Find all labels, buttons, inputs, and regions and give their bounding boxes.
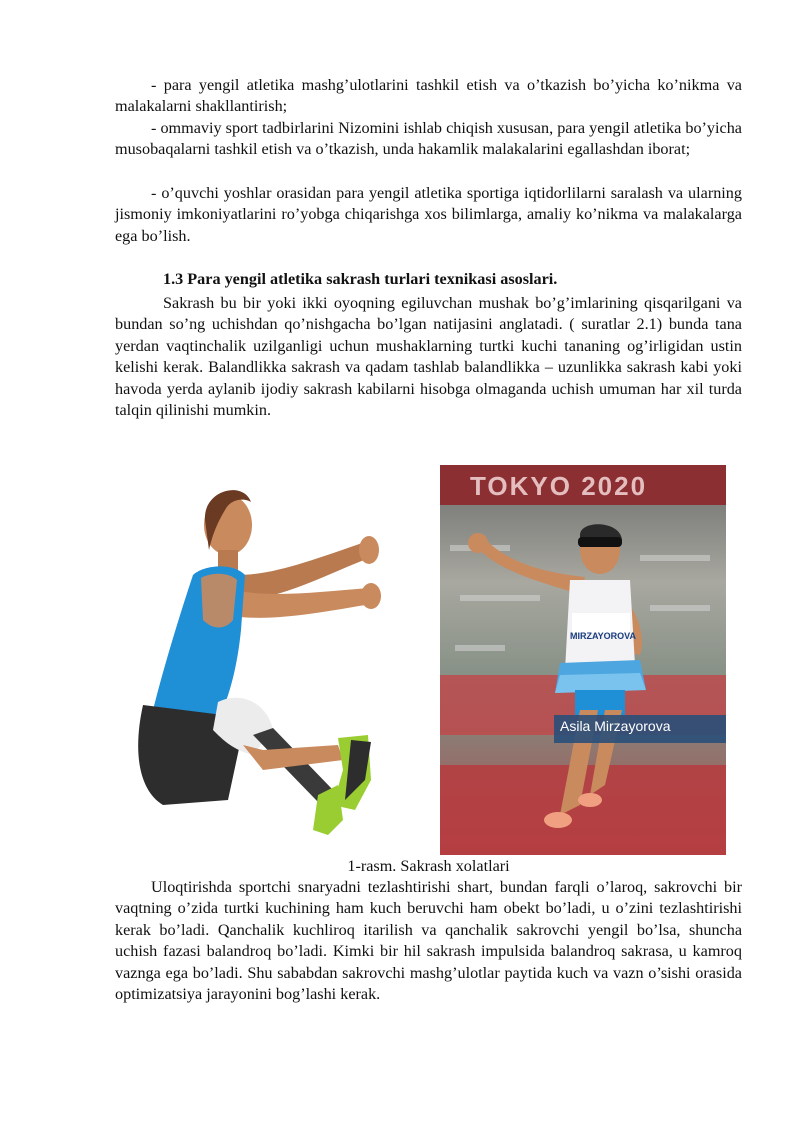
athlete-photo [440, 465, 726, 855]
paragraph-goal-3 [115, 183, 742, 247]
paragraph-goal-1-text: - para yengil atletika mashg’ulotlarini tashkil etish va o’tkazish bo’yicha ko’nikma va malakalarni shakllantirish; [115, 76, 742, 116]
section-heading: 1.3 Para yengil atletika sakrash turlari texnikasi asoslari. [163, 270, 558, 288]
paragraph-jump-definition-text: Sakrash bu bir yoki ikki oyoqning egiluvchan mushak bo’g’imlarining qisqarilgani va bundan so’ng uchishdan qo’nishgacha bo’lgan natijasini anglatadi. ( suratlar 2.1) bunda tana yerdan vaqtinchalik uzilganligi uchun mushaklarning turtki kuchi tananing og’irligidan ustin kelishi kerak. Balandlikka sakrash va qadam tashlab balandlikka – uzunlikka sakrash kabi yoki havoda yerda aylanib ijodiy sakrash kabilarni hisobga olmaganda uchish umuman har xil turda talqin qilinishi mumkin. [115, 294, 742, 420]
figure-caption: 1-rasm. Sakrash xolatlari [347, 857, 510, 875]
paragraph-throwing-text: Uloqtirishda sportchi snaryadni tezlashtirishi shart, bundan farqli o’laroq, sakrovchi bir vaqtning o’zida turtki kuchining ham kuch beruvchi ham obekt bo’ladi, u o’zini tezlashtirishi kerak bo’ladi. Qanchalik kuchliroq itarilish va qanchalik sakrovchi yengil bo’lsa, shuncha uchish fazasi balandroq bo’ladi. Kimki bir hil sakrash impulsida balandroq sakrasa, u kamroq vaznga ega bo’ladi. Shu sababdan sakrovchi mashg’ulotlar paytida kuch va vazn o’sishi orasida optimizatsiya jarayonini bog’lashi kerak. [115, 878, 742, 1004]
paragraph-throwing [115, 877, 742, 1005]
paragraph-goal-3-text: - o’quvchi yoshlar orasidan para yengil atletika sportiga iqtidorlilarni saralash va ularning jismoniy imkoniyatlarini ro’yobga chiqarishga xos bilimlarga, amaliy ko’nikma va malakalarga ega bo’lish. [115, 184, 742, 245]
long-jumper-illustration [133, 480, 383, 845]
paragraph-goal-1 [115, 75, 742, 118]
bib-name: MIRZAYOROVA [569, 631, 636, 641]
athlete-name-overlay: Asila Mirzayorova [560, 718, 671, 734]
paragraph-goal-2-text: - ommaviy sport tadbirlarini Nizomini ishlab chiqish xususan, para yengil atletika bo’yicha musobaqalarni tashkil etish va o’tkazish, unda hakamlik malakalarini egallashdan iborat; [115, 119, 742, 159]
paragraph-jump-definition [115, 293, 742, 421]
paragraph-goal-2 [115, 118, 742, 161]
photo-banner-text: TOKYO 2020 [470, 471, 648, 501]
